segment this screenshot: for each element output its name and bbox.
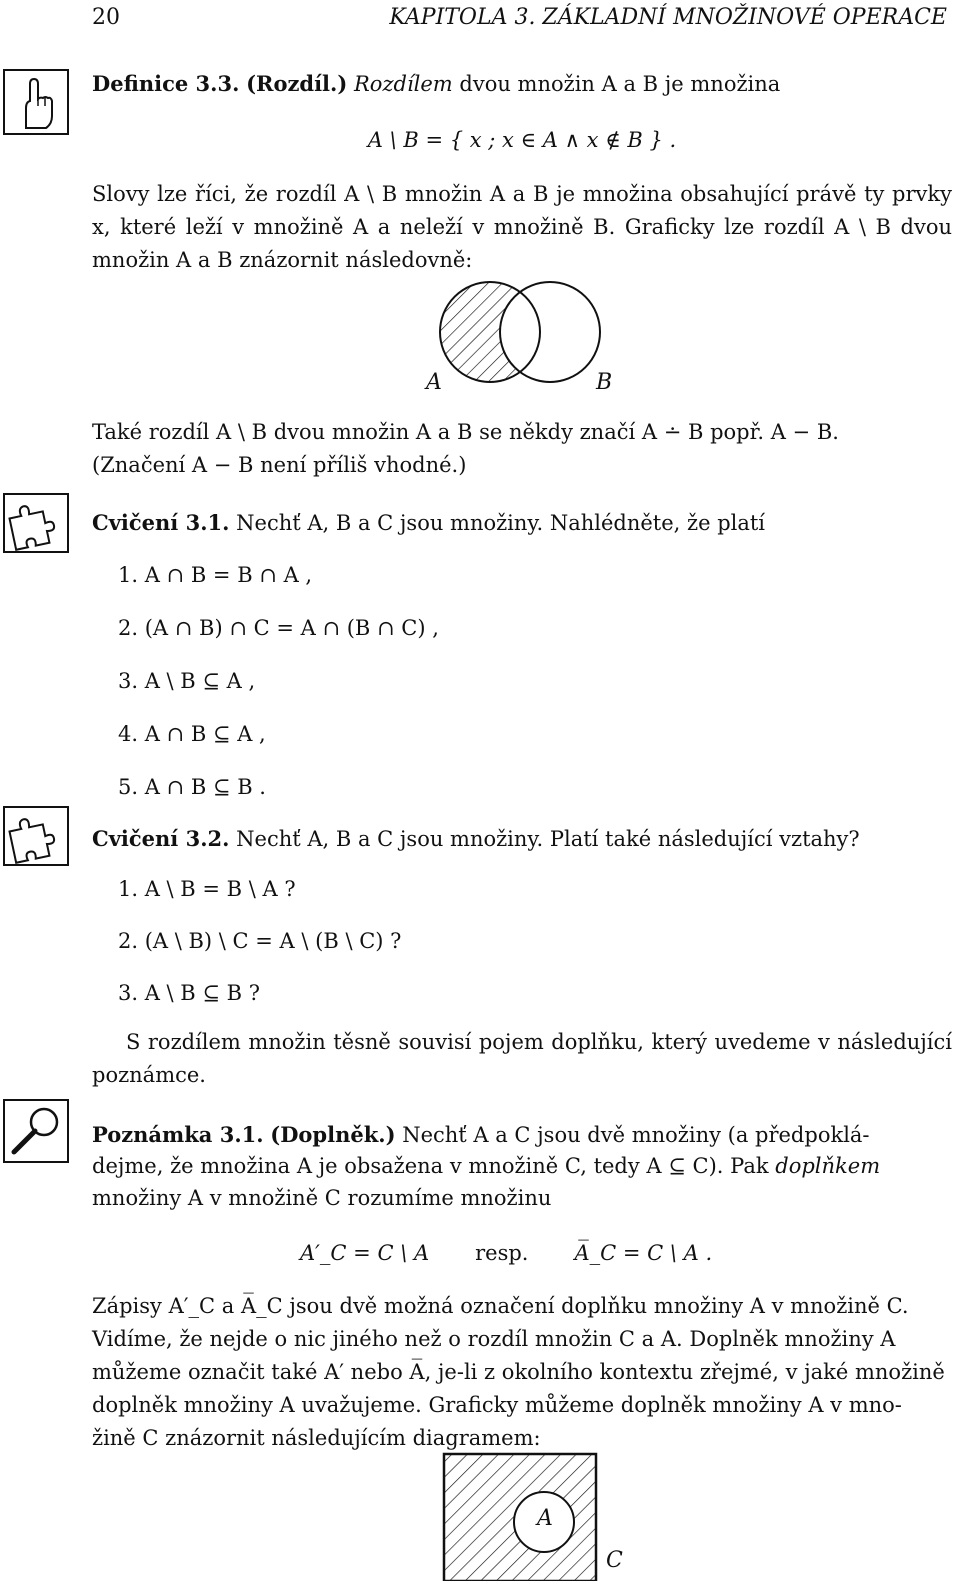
exercise-3-2-heading — [92, 822, 952, 856]
definition-name: (Rozdíl.) — [246, 71, 348, 96]
definition-line — [92, 67, 952, 101]
list-item: 2. (A ∩ B) ∩ C = A ∩ (B ∩ C) , — [118, 616, 439, 640]
list-item: 1. A ∩ B = B ∩ A , — [118, 563, 313, 587]
definition-formula: A \ B = { x ; x ∈ A ∧ x ∉ B } . — [367, 128, 677, 152]
paragraph-line: Zápisy A′_C a A̅_C jsou dvě možná označení doplňku množiny A v množině C. — [92, 1294, 909, 1318]
paragraph-line: Vidíme, že nejde o nic jiného než o rozdíl množin C a A. Doplněk množiny A — [92, 1327, 896, 1351]
paragraph-line: žině C znázornit následujícím diagramem: — [92, 1426, 541, 1450]
exercise-3-2-list — [118, 873, 401, 1029]
pointing-hand-icon — [2, 68, 70, 140]
note-text-2: dejme, že množina A je obsažena v množině C, tedy A ⊆ C). Pak — [92, 1154, 769, 1178]
exercise-3-2-label: Cvičení 3.2. — [92, 826, 230, 851]
note-text-1: Nechť A a C jsou dvě množiny (a předpoklá- — [395, 1123, 870, 1147]
paragraph-complement-intro: S rozdílem množin těsně souvisí pojem doplňku, který uvedeme v následující poznámce. — [92, 1030, 952, 1087]
exercise-3-1-list — [118, 559, 439, 824]
puzzle-piece-icon — [2, 492, 70, 558]
exercise-3-2-text: Nechť A, B a C jsou množiny. Platí také následující vztahy? — [236, 827, 860, 851]
paragraph-difference-explanation: Slovy lze říci, že rozdíl A \ B množin A a B je množina obsahující právě ty prvky x, které leží v množině A a neleží v množině B. Graficky lze rozdíl A \ B dvou množin A a B znázornit následovně: — [92, 182, 952, 272]
formula-resp: resp. — [475, 1241, 529, 1265]
exercise-3-1-label: Cvičení 3.1. — [92, 510, 230, 535]
note-name: (Doplněk.) — [270, 1122, 396, 1147]
note-line1 — [92, 1118, 952, 1152]
paragraph-notation-line1: Také rozdíl A \ B dvou množin A a B se někdy značí A ∸ B popř. A − B. — [92, 420, 839, 444]
list-item: 1. A \ B = B \ A ? — [118, 877, 296, 901]
definition-label: Definice 3.3. — [92, 71, 240, 96]
note-line2 — [92, 1150, 952, 1183]
complement-formula — [300, 1237, 860, 1270]
venn1-label-a: A — [426, 370, 442, 395]
venn1-label-b: B — [596, 370, 613, 395]
paragraph-line: můžeme označit také A′ nebo A̅, je-li z okolního kontextu zřejmé, v jaké množině — [92, 1360, 945, 1384]
list-item: 3. A \ B ⊆ A , — [118, 669, 256, 693]
note-term: doplňkem — [775, 1154, 881, 1178]
definition-term: Rozdílem — [353, 72, 453, 96]
venn2-label-c: C — [606, 1548, 623, 1573]
list-item: 5. A ∩ B ⊆ B . — [118, 775, 266, 799]
list-item: 2. (A \ B) \ C = A \ (B \ C) ? — [118, 929, 402, 953]
note-label: Poznámka 3.1. — [92, 1122, 264, 1147]
paragraph-line: doplněk množiny A uvažujeme. Graficky můžeme doplněk množiny A v mno- — [92, 1393, 902, 1417]
venn2-label-a: A — [537, 1506, 553, 1531]
paragraph-notation-line2: (Značení A − B není příliš vhodné.) — [92, 453, 467, 477]
exercise-3-1-heading — [92, 506, 952, 540]
paragraph-complement-explanation — [92, 1290, 952, 1455]
list-item: 3. A \ B ⊆ B ? — [118, 981, 261, 1005]
formula-right: A̅_C = C \ A . — [574, 1241, 713, 1265]
note-line3: množiny A v množině C rozumíme množinu — [92, 1186, 552, 1210]
definition-text: dvou množin A a B je množina — [452, 72, 781, 96]
puzzle-piece-icon — [2, 805, 70, 871]
running-header — [92, 2, 947, 32]
list-item: 4. A ∩ B ⊆ A , — [118, 722, 266, 746]
formula-left: A′_C = C \ A — [300, 1241, 430, 1265]
page-number: 20 — [92, 4, 120, 30]
exercise-3-1-text: Nechť A, B a C jsou množiny. Nahlédněte, že platí — [236, 511, 766, 535]
venn-diagram-complement — [440, 1450, 600, 1581]
chapter-title: KAPITOLA 3. ZÁKLADNÍ MNOŽINOVÉ OPERACE — [389, 4, 947, 30]
magnifying-glass-icon — [2, 1098, 70, 1168]
